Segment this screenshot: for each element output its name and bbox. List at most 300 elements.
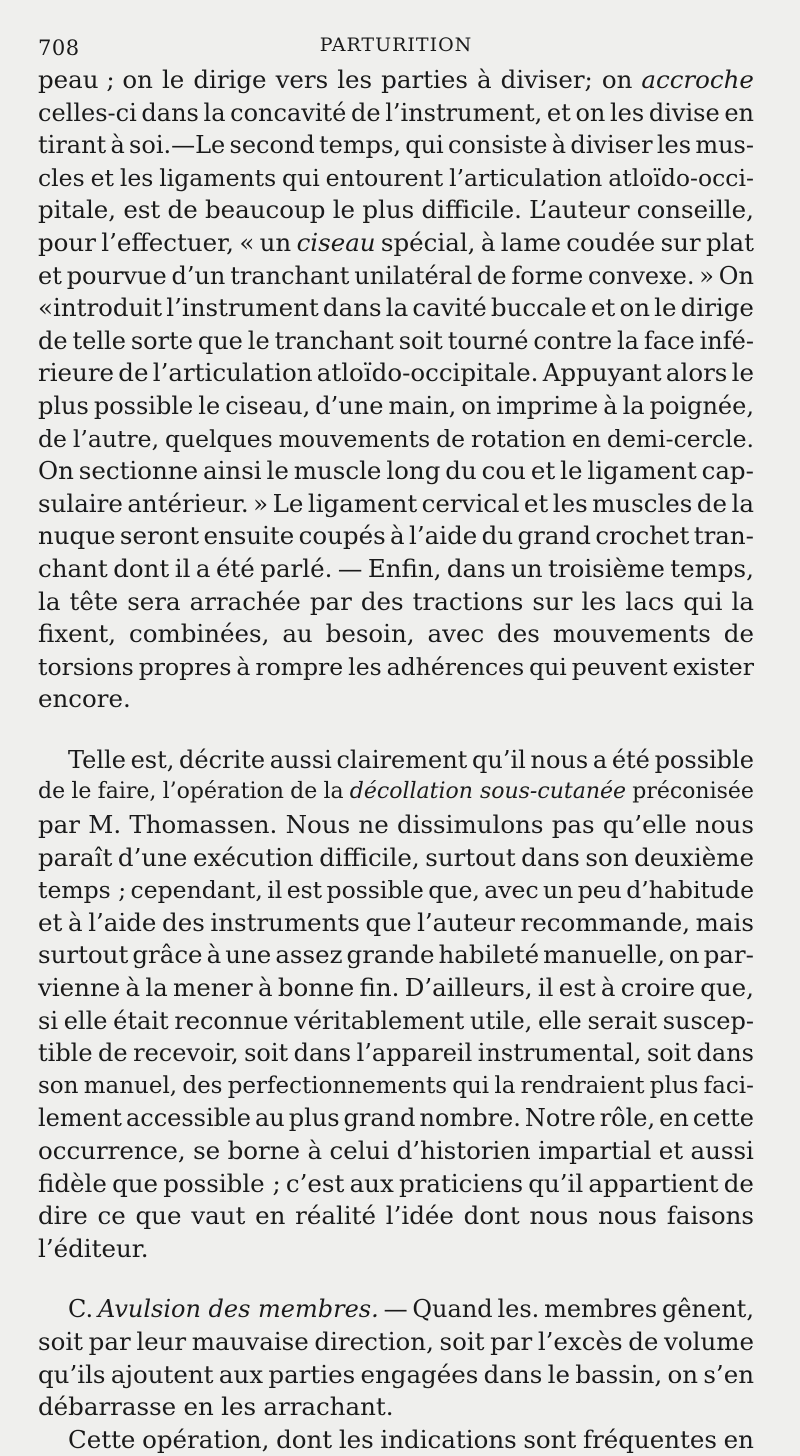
word: l’autre, bbox=[72, 424, 160, 453]
word: des bbox=[182, 1072, 223, 1099]
text-line bbox=[38, 683, 754, 716]
word: pitale, bbox=[38, 195, 117, 225]
word: la bbox=[145, 973, 168, 1003]
word: plus bbox=[288, 1104, 340, 1133]
text-line bbox=[38, 939, 754, 972]
word: On bbox=[38, 456, 74, 486]
word: le bbox=[161, 65, 185, 94]
word: possible bbox=[93, 391, 194, 420]
word: entourent bbox=[325, 163, 444, 192]
word: l’opération bbox=[162, 779, 284, 805]
word: faire, bbox=[97, 779, 157, 805]
word: tête bbox=[69, 586, 119, 616]
word: mauvaise bbox=[191, 1326, 309, 1356]
text-line bbox=[38, 357, 754, 390]
word: par bbox=[88, 1326, 131, 1356]
word: soit bbox=[439, 1326, 485, 1356]
text-line bbox=[38, 1200, 754, 1233]
word: en bbox=[255, 1201, 286, 1231]
word: son bbox=[585, 842, 629, 872]
italic-word: ciseau bbox=[296, 227, 376, 257]
word: un bbox=[543, 876, 574, 905]
word: des bbox=[162, 907, 205, 937]
word: temps, bbox=[670, 553, 754, 583]
word: on bbox=[461, 391, 492, 420]
word: celles-ci bbox=[38, 98, 137, 127]
word: le bbox=[560, 456, 583, 486]
word: à bbox=[110, 131, 125, 160]
word: est, bbox=[130, 745, 175, 774]
word: peu bbox=[577, 876, 622, 905]
word: de bbox=[476, 261, 507, 290]
word: l’articulation bbox=[449, 163, 603, 192]
word: et bbox=[546, 98, 571, 127]
word: nous bbox=[529, 1201, 589, 1231]
word: des bbox=[360, 586, 404, 616]
word: encore. bbox=[38, 684, 131, 714]
word: cou bbox=[481, 456, 526, 486]
word: au bbox=[254, 1104, 285, 1133]
word: à bbox=[125, 973, 141, 1003]
word: fréquentes bbox=[583, 1424, 717, 1454]
word: on bbox=[601, 65, 633, 94]
word: parties bbox=[268, 1359, 356, 1389]
text-line bbox=[38, 744, 754, 777]
word: et bbox=[38, 907, 63, 937]
word: dissimulons bbox=[396, 810, 544, 840]
word: serait bbox=[587, 1006, 658, 1035]
text-line bbox=[38, 1168, 754, 1201]
word: sera bbox=[127, 586, 181, 616]
word: nombre. bbox=[419, 1104, 521, 1133]
word: du bbox=[445, 456, 477, 486]
word: reconnue bbox=[174, 1006, 289, 1035]
text-line bbox=[38, 455, 754, 488]
word: tran- bbox=[693, 521, 754, 551]
word: dans bbox=[483, 1359, 543, 1389]
text-line bbox=[38, 874, 754, 907]
text-line bbox=[38, 1293, 754, 1326]
word: pas bbox=[551, 810, 595, 840]
word: possible bbox=[654, 745, 754, 774]
word: soit bbox=[38, 1326, 84, 1356]
word: concavité bbox=[230, 98, 347, 127]
word: seront bbox=[119, 521, 200, 551]
word: opération, bbox=[142, 1424, 270, 1454]
word: » bbox=[253, 488, 269, 518]
word: à bbox=[551, 131, 567, 160]
paragraph-operation-indications bbox=[38, 1424, 754, 1456]
word: les bbox=[348, 652, 382, 681]
word: ainsi bbox=[202, 456, 262, 486]
word: infé- bbox=[699, 326, 754, 355]
word: tranchant bbox=[274, 326, 394, 355]
word: on bbox=[575, 98, 606, 127]
word: cette bbox=[692, 1104, 754, 1133]
word: qui bbox=[405, 131, 444, 160]
word: tractions bbox=[412, 586, 524, 616]
word: troisième bbox=[548, 553, 665, 583]
word: manuel, bbox=[83, 1072, 178, 1099]
word: habileté bbox=[438, 940, 540, 970]
text-line bbox=[38, 162, 754, 195]
word: et bbox=[590, 293, 616, 323]
word: de bbox=[723, 1168, 754, 1198]
paragraph-spacing bbox=[38, 716, 754, 744]
word: dans bbox=[141, 98, 199, 127]
word: les bbox=[610, 98, 645, 127]
word: exister bbox=[672, 652, 754, 681]
word: véritablement bbox=[294, 1006, 465, 1035]
text-line bbox=[38, 97, 754, 130]
word: que, bbox=[428, 876, 480, 905]
word: Enfin, bbox=[367, 553, 442, 583]
word: et bbox=[38, 261, 62, 290]
word: nuque bbox=[38, 521, 116, 551]
word: Cette bbox=[68, 1424, 136, 1454]
word: clairement bbox=[336, 745, 468, 774]
word: aux bbox=[218, 1359, 264, 1389]
word: faci- bbox=[703, 1072, 754, 1099]
italic-word: décollation sous-cutanée bbox=[349, 779, 627, 805]
word: la bbox=[203, 98, 226, 127]
section-avulsion-des-membres bbox=[38, 1293, 754, 1423]
text-line bbox=[38, 842, 754, 875]
word: M. bbox=[88, 810, 122, 840]
word: ligaments bbox=[159, 163, 277, 192]
word: surtout bbox=[425, 842, 516, 872]
word: par- bbox=[703, 940, 754, 970]
word: vienne bbox=[38, 973, 121, 1003]
word: gênent, bbox=[661, 1295, 754, 1324]
word: dirige bbox=[680, 293, 754, 323]
word: suscep- bbox=[662, 1006, 754, 1035]
word: de bbox=[723, 619, 754, 649]
running-head: PARTURITION bbox=[319, 34, 473, 56]
word: que bbox=[135, 1201, 182, 1231]
word: les bbox=[338, 1424, 374, 1454]
word: dans bbox=[322, 293, 382, 323]
word: beaucoup bbox=[204, 195, 326, 225]
word: ajoutent bbox=[110, 1359, 214, 1389]
word: de bbox=[696, 488, 728, 518]
word: mener bbox=[173, 973, 253, 1003]
word: c’est bbox=[285, 1168, 345, 1198]
word: unilatéral bbox=[354, 261, 473, 290]
word: les bbox=[552, 488, 588, 518]
word: à bbox=[390, 521, 405, 551]
word: ne bbox=[358, 810, 389, 840]
word: d’un bbox=[171, 261, 226, 290]
word: rotation bbox=[470, 424, 567, 453]
word: est bbox=[286, 876, 323, 905]
word: propres bbox=[138, 652, 232, 681]
word: contre bbox=[533, 326, 613, 355]
text-line bbox=[38, 423, 754, 456]
word: cles bbox=[38, 163, 85, 192]
word: on bbox=[667, 1359, 698, 1389]
word: a bbox=[195, 553, 211, 583]
word: à bbox=[67, 907, 83, 937]
word: nous bbox=[598, 1201, 658, 1231]
word: main, bbox=[388, 391, 457, 420]
word: muscle bbox=[293, 456, 382, 486]
word: lement bbox=[38, 1104, 122, 1133]
word: l’instrument bbox=[166, 293, 319, 323]
italic-word: accroche bbox=[641, 65, 754, 94]
word: fidèle bbox=[38, 1168, 107, 1198]
word: plus bbox=[362, 195, 415, 225]
word: des bbox=[497, 619, 540, 649]
word: les bbox=[221, 1392, 257, 1422]
text-line bbox=[38, 1102, 754, 1135]
word: vaut bbox=[191, 1201, 246, 1231]
word: diviser bbox=[570, 131, 653, 160]
word: est bbox=[558, 973, 596, 1003]
word: possible bbox=[326, 876, 424, 905]
word: combinées, bbox=[129, 619, 270, 649]
word: cependant, bbox=[130, 876, 263, 905]
word: d’habitude bbox=[626, 876, 754, 905]
word: que bbox=[112, 1168, 159, 1198]
word: appartient bbox=[588, 1168, 719, 1198]
text-line bbox=[38, 553, 754, 586]
word: qu’il bbox=[472, 745, 526, 774]
word: divise bbox=[648, 98, 720, 127]
word: de bbox=[167, 195, 198, 225]
word: en bbox=[183, 1392, 214, 1422]
word: direction, bbox=[314, 1326, 434, 1356]
word: indications bbox=[380, 1424, 517, 1454]
word: à bbox=[236, 652, 251, 681]
text-line bbox=[38, 390, 754, 423]
word: difficile. bbox=[421, 195, 522, 225]
word: et bbox=[658, 1136, 684, 1165]
word: engagées bbox=[360, 1359, 479, 1389]
word: C. bbox=[68, 1295, 94, 1324]
word: muscles bbox=[592, 488, 693, 518]
word: deuxième bbox=[634, 842, 754, 872]
word: dans bbox=[293, 1039, 352, 1068]
text-line bbox=[38, 618, 754, 651]
section-spacing bbox=[38, 1265, 754, 1293]
word: le bbox=[247, 326, 270, 355]
word: de bbox=[351, 98, 381, 127]
text-line bbox=[38, 227, 754, 260]
word: Le bbox=[272, 488, 304, 518]
word: face bbox=[643, 326, 695, 355]
word: aussi bbox=[269, 745, 332, 774]
word: grand bbox=[343, 1104, 416, 1133]
word: par bbox=[490, 1326, 533, 1356]
word: été bbox=[611, 745, 650, 774]
word: la bbox=[731, 586, 754, 616]
text-line bbox=[38, 488, 754, 521]
word: a bbox=[592, 745, 608, 774]
word: recommande, bbox=[520, 907, 691, 937]
word: ligament bbox=[587, 456, 697, 486]
text-line bbox=[38, 1424, 754, 1456]
page-number: 708 bbox=[38, 36, 80, 60]
word: de bbox=[98, 1039, 128, 1068]
word: surtout bbox=[38, 940, 129, 970]
word: volume bbox=[664, 1326, 754, 1356]
word: dont bbox=[113, 553, 170, 583]
word: elle bbox=[537, 1006, 582, 1035]
word: de bbox=[436, 424, 466, 453]
word: les bbox=[656, 131, 692, 160]
word: temps, bbox=[319, 131, 401, 160]
text-line bbox=[38, 1359, 754, 1392]
word: l’éditeur. bbox=[38, 1233, 149, 1263]
word: qu’ils bbox=[38, 1359, 106, 1389]
word: en bbox=[724, 98, 754, 127]
word: L’auteur bbox=[529, 195, 630, 225]
word: par bbox=[309, 586, 352, 616]
word: sur bbox=[660, 227, 701, 257]
word: de bbox=[38, 326, 68, 355]
text-line bbox=[38, 972, 754, 1005]
word: elle bbox=[63, 1006, 108, 1035]
word: l’excès bbox=[537, 1326, 623, 1356]
word: tirant bbox=[38, 131, 107, 160]
word: le bbox=[71, 779, 92, 805]
word: ensuite bbox=[203, 521, 295, 551]
word: se bbox=[193, 1136, 221, 1165]
word: parties bbox=[381, 65, 468, 94]
word: décrite bbox=[179, 745, 266, 774]
word: de bbox=[38, 424, 67, 453]
word: à bbox=[600, 973, 616, 1003]
word: leur bbox=[136, 1326, 187, 1356]
word: à bbox=[476, 65, 492, 94]
word: perfectionnements bbox=[227, 1072, 448, 1099]
word: tourné bbox=[447, 326, 529, 355]
text-line bbox=[38, 1135, 754, 1168]
word: poignée, bbox=[649, 391, 754, 420]
text-line bbox=[38, 809, 754, 842]
word: imprime bbox=[496, 391, 599, 420]
word: ciseau, bbox=[225, 391, 311, 420]
word: conseille, bbox=[636, 195, 754, 225]
text-line bbox=[38, 1391, 754, 1424]
text-line bbox=[38, 1233, 754, 1266]
word: quelques bbox=[164, 424, 273, 453]
word: convexe. bbox=[587, 261, 695, 290]
word: arrachant. bbox=[263, 1392, 394, 1422]
word: est bbox=[123, 195, 161, 225]
word: » bbox=[699, 261, 714, 290]
word: crochet bbox=[595, 521, 690, 551]
word: les. bbox=[497, 1295, 540, 1324]
word: nous bbox=[695, 810, 754, 840]
word: mus- bbox=[695, 131, 754, 160]
word: grande bbox=[346, 940, 435, 970]
word: d’une bbox=[117, 842, 188, 872]
word: exécution bbox=[193, 842, 314, 872]
word: manuelle, bbox=[543, 940, 666, 970]
word: l’effectuer, bbox=[101, 227, 234, 257]
word: que bbox=[365, 907, 412, 937]
word: grand bbox=[517, 521, 591, 551]
word: été bbox=[215, 553, 255, 583]
word: lame bbox=[500, 227, 561, 257]
word: plat bbox=[706, 227, 754, 257]
word: le bbox=[266, 456, 289, 486]
word: forme bbox=[511, 261, 584, 290]
word: sectionne bbox=[78, 456, 199, 486]
word: dans bbox=[696, 1039, 754, 1068]
word: débarrasse bbox=[38, 1392, 177, 1422]
paragraph-decollation-steps bbox=[38, 64, 754, 716]
word: sont bbox=[523, 1424, 577, 1454]
word: la bbox=[38, 586, 61, 616]
word: atloïdo-occipitale. bbox=[316, 358, 539, 388]
word: occurrence, bbox=[38, 1136, 186, 1165]
word: l’articulation bbox=[152, 358, 313, 388]
word: et bbox=[530, 456, 556, 486]
word: au bbox=[282, 619, 313, 649]
text-line bbox=[38, 586, 754, 619]
word: besoin, bbox=[325, 619, 415, 649]
word: celui bbox=[329, 1136, 390, 1165]
word: chant bbox=[38, 553, 108, 583]
word: borne bbox=[227, 1136, 301, 1165]
word: de bbox=[118, 358, 149, 388]
word: cervical bbox=[421, 488, 520, 518]
word: lacs bbox=[625, 586, 675, 616]
word: on bbox=[669, 940, 700, 970]
word: tranchant bbox=[230, 261, 350, 290]
word: grâce bbox=[132, 940, 203, 970]
word: en bbox=[723, 1424, 754, 1454]
word: il bbox=[537, 973, 554, 1003]
word: arrachée bbox=[189, 586, 301, 616]
word: soi.—Le bbox=[129, 131, 226, 160]
paragraph-decollation-summary bbox=[38, 744, 754, 1266]
word: mouvements bbox=[278, 424, 431, 453]
word: les bbox=[337, 65, 373, 94]
word: instrumental, bbox=[477, 1039, 642, 1068]
word: diviser; bbox=[500, 65, 593, 94]
word: sulaire bbox=[38, 488, 123, 518]
word: peuvent bbox=[571, 652, 668, 681]
word: rompre bbox=[255, 652, 344, 681]
word: spécial, bbox=[380, 227, 476, 257]
word: de bbox=[38, 779, 66, 805]
text-line bbox=[38, 194, 754, 227]
word: nous bbox=[530, 745, 589, 774]
word: une bbox=[225, 940, 272, 970]
word: demi-cercle. bbox=[606, 424, 754, 453]
word: Appuyant bbox=[542, 358, 662, 388]
text-line bbox=[38, 1037, 754, 1070]
word: du bbox=[481, 521, 514, 551]
word: d’une bbox=[315, 391, 384, 420]
word: D’ailleurs, bbox=[404, 973, 533, 1003]
text-line bbox=[38, 907, 754, 940]
word: Nous bbox=[285, 810, 351, 840]
word: « bbox=[239, 227, 255, 257]
word: difficile, bbox=[319, 842, 420, 872]
word: faisons bbox=[666, 1201, 754, 1231]
word: de bbox=[290, 779, 318, 805]
text-line bbox=[38, 1005, 754, 1038]
word: on bbox=[619, 293, 650, 323]
word: de bbox=[628, 1326, 659, 1356]
word: que, bbox=[700, 973, 754, 1003]
word: long bbox=[386, 456, 441, 486]
